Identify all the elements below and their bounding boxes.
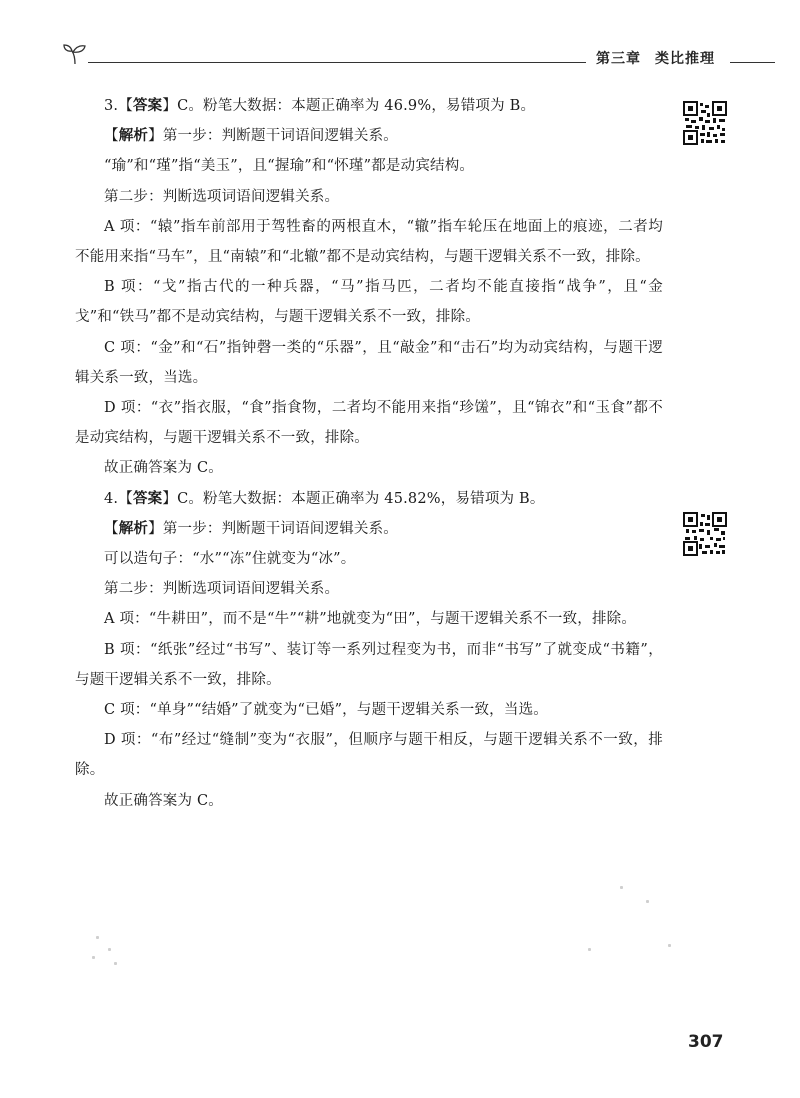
paragraph [75, 695, 663, 725]
scan-speckle [646, 900, 649, 903]
sprout-icon [62, 40, 88, 70]
text-run: 故正确答案为 C。 [104, 460, 224, 477]
page-number: 307 [688, 1032, 724, 1052]
text-run: B 项：“纸张”经过“书写”、装订等一系列过程变为书，而非“书写”了就变成“书籍”，与题干逻辑关系不一致，排除。 [75, 641, 663, 688]
text-run: B 项：“戈”指古代的一种兵器，“马”指马匹，二者均不能直接指“战争”，且“金戈”和“铁马”都不是动宾结构，与题干逻辑关系不一致，排除。 [75, 279, 663, 326]
paragraph [75, 151, 663, 181]
section-label: 类比推理 [655, 51, 715, 67]
text-run: “瑜”和“瑾”指“美玉”，且“握瑜”和“怀瑾”都是动宾结构。 [104, 158, 475, 175]
header-divider [88, 62, 586, 63]
text-run: 故正确答案为 C。 [104, 792, 224, 809]
section-tag: 答案 [132, 97, 163, 114]
paragraph [75, 121, 663, 151]
paragraph [75, 786, 663, 816]
answer-explanations [75, 91, 663, 816]
tag-bracket: 【 [118, 98, 133, 114]
tag-bracket: 【 [104, 520, 119, 537]
text-run: 可以造句子：“水”“冻”住就变为“冰”。 [104, 551, 356, 568]
text-run: C 项：“单身”“结婚”了就变为“已婚”，与题干逻辑关系一致，当选。 [104, 702, 548, 719]
section-tag: 解析 [118, 127, 149, 145]
section-tag: 解析 [118, 519, 149, 537]
paragraph [75, 574, 663, 604]
text-run: 第一步：判断题干词语间逻辑关系。 [162, 128, 399, 145]
text-run: 4. [104, 490, 119, 507]
scan-speckle [92, 956, 95, 959]
paragraph [75, 333, 663, 393]
section-tag: 答案 [132, 489, 163, 507]
text-run: A 项：“牛耕田”，而不是“牛”“耕”地就变为“田”，与题干逻辑关系不一致，排除。 [104, 611, 637, 628]
tag-bracket: 【 [104, 128, 119, 145]
text-run: 第二步：判断选项词语间逻辑关系。 [104, 188, 340, 205]
text-run: C。粉笔大数据：本题正确率为 46.9%，易错项为 B。 [177, 98, 536, 114]
paragraph [75, 182, 663, 212]
text-run: 第二步：判断选项词语间逻辑关系。 [104, 581, 340, 598]
text-run: C。粉笔大数据：本题正确率为 45.82%，易错项为 B。 [177, 490, 545, 507]
qr-code-icon[interactable] [683, 101, 727, 145]
text-run: D 项：“衣”指衣服，“食”指食物，二者均不能用来指“珍馐”，且“锦衣”和“玉食”都不是动宾结构，与题干逻辑关系不一致，排除。 [75, 400, 663, 447]
text-run: 第一步：判断题干词语间逻辑关系。 [162, 520, 399, 537]
scan-speckle [96, 936, 99, 939]
paragraph [75, 514, 663, 544]
paragraph [75, 212, 663, 272]
paragraph [75, 453, 663, 483]
running-header [0, 0, 800, 80]
paragraph [75, 484, 663, 514]
tag-bracket: 】 [162, 490, 178, 507]
scan-speckle [588, 948, 591, 951]
paragraph [75, 544, 663, 574]
text-run: 3. [104, 98, 119, 114]
paragraph [75, 91, 663, 121]
paragraph [75, 393, 663, 453]
tag-bracket: 】 [148, 520, 163, 537]
text-run: A 项：“辕”指车前部用于驾牲畜的两根直木，“辙”指车轮压在地面上的痕迹，二者均不能用来指“马车”，且“南辕”和“北辙”都不是动宾结构，与题干逻辑关系不一致，排除。 [75, 218, 663, 266]
chapter-title [596, 48, 715, 68]
scan-speckle [668, 944, 671, 947]
scan-speckle [108, 948, 111, 951]
qr-code-icon[interactable] [683, 512, 727, 556]
paragraph [75, 272, 663, 332]
chapter-label: 第三章 [596, 51, 641, 67]
text-run: D 项：“布”经过“缝制”变为“衣服”，但顺序与题干相反，与题干逻辑关系不一致，排除。 [75, 732, 663, 779]
paragraph [75, 604, 663, 634]
tag-bracket: 【 [118, 490, 133, 507]
scan-speckle [114, 962, 117, 965]
scan-speckle [620, 886, 623, 889]
tag-bracket: 】 [148, 128, 163, 145]
paragraph [75, 635, 663, 695]
paragraph [75, 725, 663, 785]
text-run: C 项：“金”和“石”指钟磬一类的“乐器”，且“敲金”和“击石”均为动宾结构，与题干逻辑关系一致，当选。 [75, 339, 663, 386]
header-divider [730, 62, 775, 63]
tag-bracket: 】 [162, 98, 178, 114]
